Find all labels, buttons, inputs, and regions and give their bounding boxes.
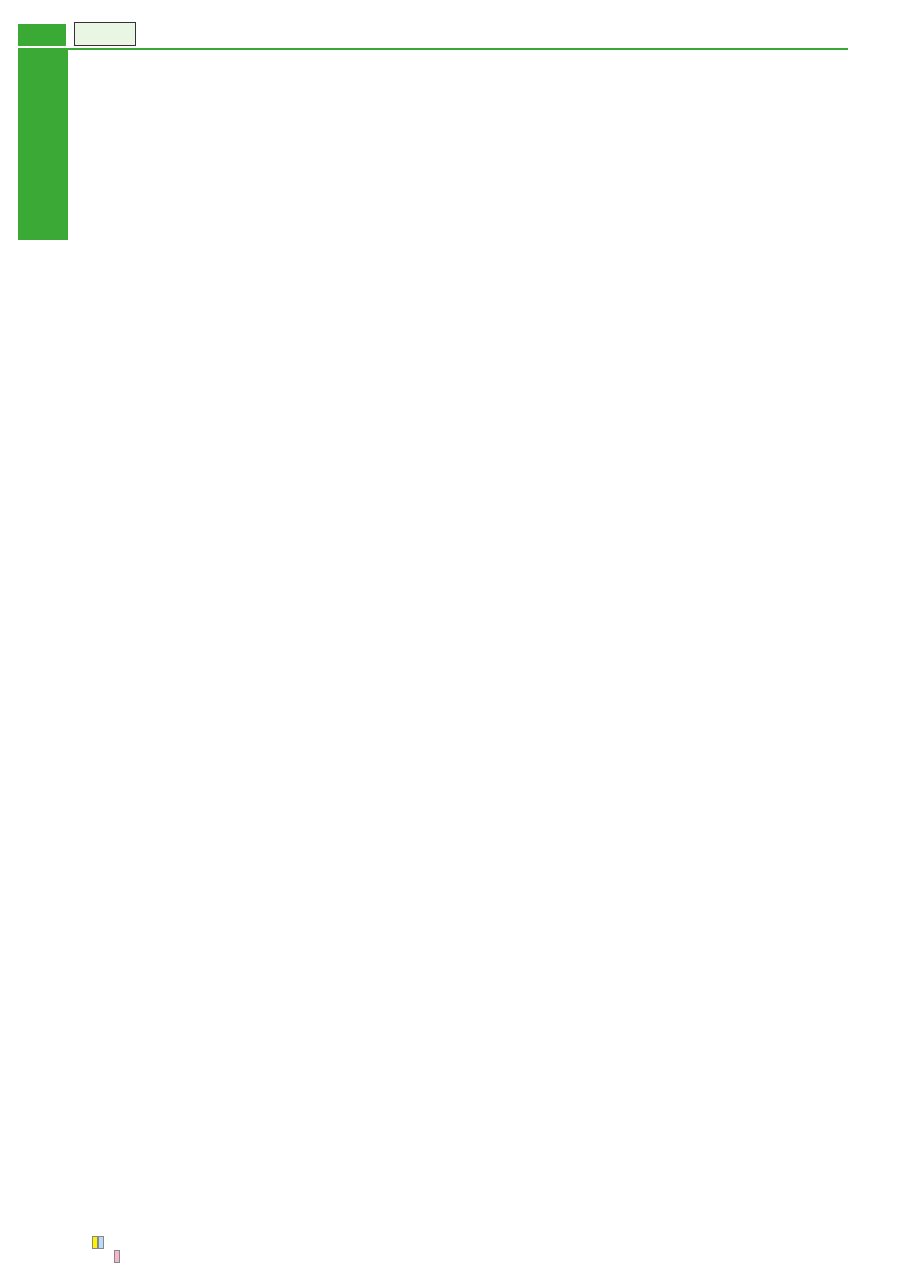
page-number-badge (18, 24, 66, 46)
category-tab-hardware[interactable] (18, 50, 68, 240)
header-divider (18, 48, 848, 50)
page-stock-box (74, 22, 136, 46)
legend-blue (98, 1236, 104, 1249)
legend-pink (114, 1250, 120, 1263)
legend-row-2 (96, 1250, 120, 1263)
legend-row-1 (92, 1236, 104, 1249)
